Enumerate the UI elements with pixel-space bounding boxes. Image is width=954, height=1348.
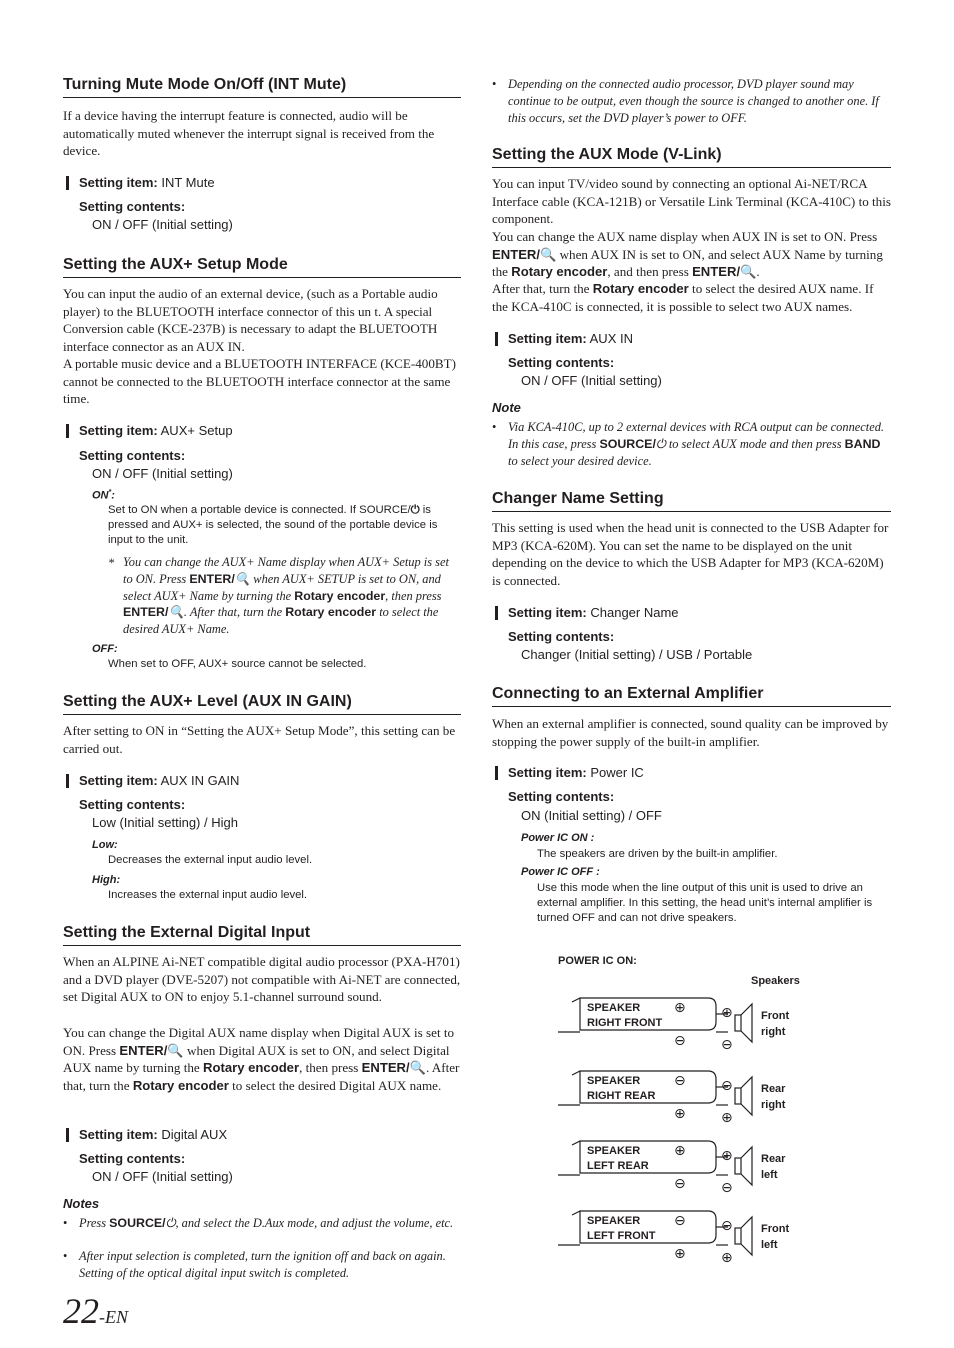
- power-icon: ⏻: [410, 504, 420, 516]
- speaker-position-label: right: [761, 1099, 786, 1111]
- diagram-row: [558, 1141, 786, 1195]
- section-title: Turning Mute Mode On/Off (INT Mute): [63, 75, 461, 98]
- speaker-position-label: left: [761, 1239, 778, 1251]
- section-body: You can input the audio of an external device, (such as a Portable audio player) to the BLUETOOTH interface connector of this un t. A special Conversion cable (KCE-237B) is necessary to adapt the BLUETOOTH interface connector as an AUX IN.: [63, 286, 438, 354]
- note-item: • Via KCA-410C, up to 2 external devices with RCA output can be connected. In this case, press SOURCE/⏻ to select AUX mode and then press BAND to select your desired device.: [492, 420, 885, 468]
- speaker-position-label: Rear: [761, 1083, 786, 1095]
- section-title: Changer Name Setting: [492, 489, 891, 512]
- setting-contents-label: Setting contents:: [508, 355, 615, 370]
- option-low-desc: Decreases the external input audio level.: [108, 854, 313, 866]
- speaker-position-label: left: [761, 1169, 778, 1181]
- connector-label: RIGHT FRONT: [587, 1017, 663, 1029]
- setting-item: Setting item: Power IC: [492, 764, 891, 782]
- section-body: This setting is used when the head unit is connected to the USB Adapter for MP3 (KCA-620M). You can set the name to be displayed on the unit depending on the device to which the USB Adapter for MP3 (KCA-620M) is connected.: [492, 520, 889, 588]
- option-high-label: High:: [92, 874, 121, 886]
- polarity-sign: ⊕: [674, 999, 686, 1015]
- setting-contents-label: Setting contents:: [508, 789, 615, 804]
- section-body-2: You can change the AUX name display when AUX IN is set to ON. Press ENTER/🔍 when AUX IN is set to ON, and select AUX Name by turning the Rotary encoder, and then press ENTER/🔍.: [492, 229, 883, 280]
- section-body: When an ALPINE Ai-NET compatible digital audio processor (PXA-H701) and a DVD player (DVE-5207) not compatible with Ai-NET are connected, set Digital AUX to ON to enjoy 5.1-channel surround sound.: [63, 954, 461, 1005]
- setting-item: Setting item: AUX IN GAIN: [63, 772, 461, 790]
- section-body: If a device having the interrupt feature is connected, audio will be automatically muted whenever the interrupt signal is received from the device.: [63, 108, 435, 159]
- speaker-cone: [741, 1077, 752, 1115]
- connector-edge: [572, 1071, 580, 1075]
- setting-contents-label: Setting contents:: [79, 797, 186, 812]
- setting-contents-value: Changer (Initial setting) / USB / Portable: [521, 647, 753, 662]
- power-ic-wiring-diagram: [550, 948, 820, 1268]
- setting-item: Setting item: Digital AUX: [63, 1126, 461, 1144]
- option-off-desc: When set to OFF, AUX+ source cannot be selected.: [108, 658, 367, 670]
- power-icon: ⏻: [655, 437, 666, 451]
- connector-label: SPEAKER: [587, 1075, 641, 1087]
- option-on-label: ON*:: [92, 489, 115, 502]
- diagram-row: [558, 998, 789, 1052]
- note-item: • Press SOURCE/⏻, and select the D.Aux mode, and adjust the volume, etc.: [63, 1216, 454, 1230]
- magnifier-icon: 🔍: [168, 605, 184, 620]
- diagram-rows: [558, 998, 789, 1265]
- speaker-cone: [741, 1004, 752, 1042]
- option-power-ic-on-desc: The speakers are driven by the built-in amplifier.: [537, 848, 778, 860]
- power-icon: ⏻: [165, 1216, 176, 1230]
- footnote-mark: *: [108, 556, 115, 570]
- speaker-icon: [735, 1088, 741, 1104]
- diagram-row: [558, 1071, 786, 1125]
- connector-label: RIGHT REAR: [587, 1090, 656, 1102]
- section-title: Connecting to an External Amplifier: [492, 684, 891, 707]
- magnifier-icon: 🔍: [234, 571, 251, 586]
- footnote: You can change the AUX+ Name display when AUX+ Setup is set to ON. Press ENTER/🔍 when AUX+ SETUP is set to ON, and select AUX+ Name by turning the Rotary encoder, then press ENTER/🔍. After that, turn the Rotary encoder to select the desired AUX+ Name.: [123, 555, 449, 637]
- section-body-2: You can change the Digital AUX name display when Digital AUX is set to ON. Press ENTER/🔍 when Digital AUX is set to ON, and select Digital AUX name by turning the Rotary encoder, then press ENTER/🔍. After that, turn the Rotary encoder to select the desired Digital AUX name.: [63, 1025, 460, 1093]
- setting-contents-value: ON / OFF (Initial setting): [92, 466, 233, 481]
- diagram-row: [558, 1211, 789, 1265]
- magnifier-icon: 🔍: [540, 246, 557, 262]
- section-body: After setting to ON in “Setting the AUX+ Setup Mode”, this setting can be carried out.: [63, 723, 456, 756]
- setting-contents-value: Low (Initial setting) / High: [92, 815, 238, 830]
- notes-title: Notes: [63, 1196, 100, 1211]
- option-power-ic-off-label: Power IC OFF :: [521, 866, 600, 878]
- polarity-sign: ⊖: [721, 1077, 733, 1093]
- note-title: Note: [492, 400, 521, 415]
- option-on-desc: Set to ON when a portable device is connected. If SOURCE/⏻ is pressed and AUX+ is selected, the sound of the portable device is input to the unit.: [108, 504, 438, 546]
- speaker-position-label: Rear: [761, 1153, 786, 1165]
- setting-contents-value: ON / OFF (Initial setting): [92, 217, 233, 232]
- connector-label: SPEAKER: [587, 1215, 641, 1227]
- polarity-sign: ⊕: [674, 1245, 686, 1261]
- connector-label: LEFT FRONT: [587, 1230, 656, 1242]
- polarity-sign: ⊖: [674, 1072, 686, 1088]
- polarity-sign: ⊖: [721, 1217, 733, 1233]
- magnifier-icon: 🔍: [167, 1042, 184, 1058]
- section-changer-name: [492, 489, 891, 512]
- setting-item: Setting item: AUX+ Setup: [63, 422, 461, 440]
- setting-contents-label: Setting contents:: [79, 1151, 186, 1166]
- setting-item: Setting item: INT Mute: [63, 174, 461, 192]
- connector-label: SPEAKER: [587, 1002, 641, 1014]
- section-aux-setup: [63, 255, 461, 278]
- option-low-label: Low:: [92, 839, 118, 851]
- connector-edge: [572, 1141, 580, 1145]
- connector-label: SPEAKER: [587, 1145, 641, 1157]
- section-aux-level: [63, 692, 461, 715]
- page-number: 22-EN: [63, 1291, 128, 1331]
- speaker-icon: [735, 1228, 741, 1244]
- option-high-desc: Increases the external input audio level.: [108, 889, 308, 901]
- setting-contents-value: ON / OFF (Initial setting): [521, 373, 662, 388]
- section-title: Setting the External Digital Input: [63, 923, 461, 946]
- polarity-sign: ⊕: [721, 1109, 733, 1125]
- diagram-title: POWER IC ON:: [558, 955, 637, 967]
- polarity-sign: ⊕: [674, 1105, 686, 1121]
- setting-contents-label: Setting contents:: [508, 629, 615, 644]
- section-digital-input: [63, 923, 461, 946]
- section-body-2: A portable music device and a BLUETOOTH INTERFACE (KCE-400BT) cannot be connected to the BLUETOOTH interface connector at the same time.: [63, 356, 456, 407]
- section-body-3: After that, turn the Rotary encoder to select the desired AUX name. If the KCA-410C is connected, it is possible to select two AUX names.: [492, 281, 874, 314]
- polarity-sign: ⊖: [721, 1036, 733, 1052]
- speaker-position-label: Front: [761, 1010, 790, 1022]
- speaker-cone: [741, 1147, 752, 1185]
- polarity-sign: ⊖: [674, 1212, 686, 1228]
- setting-item: Setting item: AUX IN: [492, 330, 891, 348]
- speaker-position-label: right: [761, 1026, 786, 1038]
- option-power-ic-off-desc: Use this mode when the line output of this unit is used to drive an external amplifier. In this setting, the head unit’s internal amplifier is turned OFF and can not drive speakers.: [537, 882, 873, 924]
- note-item: • Depending on the connected audio processor, DVD player sound may continue to be output, even though the source is changed to another one. If this occurs, set the DVD player’s power to OFF.: [492, 77, 879, 125]
- section-title: Setting the AUX+ Setup Mode: [63, 255, 461, 278]
- option-power-ic-on-label: Power IC ON :: [521, 832, 595, 844]
- setting-contents-value: ON (Initial setting) / OFF: [521, 808, 662, 823]
- speaker-icon: [735, 1015, 741, 1031]
- setting-contents-label: Setting contents:: [79, 199, 186, 214]
- setting-item: Setting item: Changer Name: [492, 604, 891, 622]
- speaker-icon: [735, 1158, 741, 1174]
- section-body: When an external amplifier is connected, sound quality can be improved by stopping the power supply of the built-in amplifier.: [492, 716, 889, 749]
- polarity-sign: ⊕: [721, 1004, 733, 1020]
- polarity-sign: ⊖: [674, 1032, 686, 1048]
- speakers-label: Speakers: [751, 975, 800, 987]
- section-int-mute: [63, 75, 461, 98]
- option-off-label: OFF:: [92, 643, 118, 655]
- polarity-sign: ⊖: [674, 1175, 686, 1191]
- polarity-sign: ⊖: [721, 1179, 733, 1195]
- section-title: Setting the AUX Mode (V-Link): [492, 145, 891, 168]
- connector-edge: [572, 1211, 580, 1215]
- section-external-amplifier: [492, 684, 891, 707]
- note-item: • After input selection is completed, turn the ignition off and back on again. Setting of the optical digital input switch is completed.: [63, 1249, 446, 1280]
- section-body: You can input TV/video sound by connecting an optional Ai-NET/RCA Interface cable (KCA-121B) or Versatile Link Terminal (KCA-410C) to this component.: [492, 176, 891, 227]
- speaker-cone: [741, 1217, 752, 1255]
- setting-contents-value: ON / OFF (Initial setting): [92, 1169, 233, 1184]
- polarity-sign: ⊕: [674, 1142, 686, 1158]
- magnifier-icon: 🔍: [409, 1060, 426, 1076]
- polarity-sign: ⊕: [721, 1147, 733, 1163]
- polarity-sign: ⊕: [721, 1249, 733, 1265]
- magnifier-icon: 🔍: [740, 264, 757, 280]
- connector-label: LEFT REAR: [587, 1160, 649, 1172]
- section-aux-mode: [492, 145, 891, 168]
- section-title: Setting the AUX+ Level (AUX IN GAIN): [63, 692, 461, 715]
- speaker-position-label: Front: [761, 1223, 790, 1235]
- setting-contents-label: Setting contents:: [79, 448, 186, 463]
- connector-edge: [572, 998, 580, 1002]
